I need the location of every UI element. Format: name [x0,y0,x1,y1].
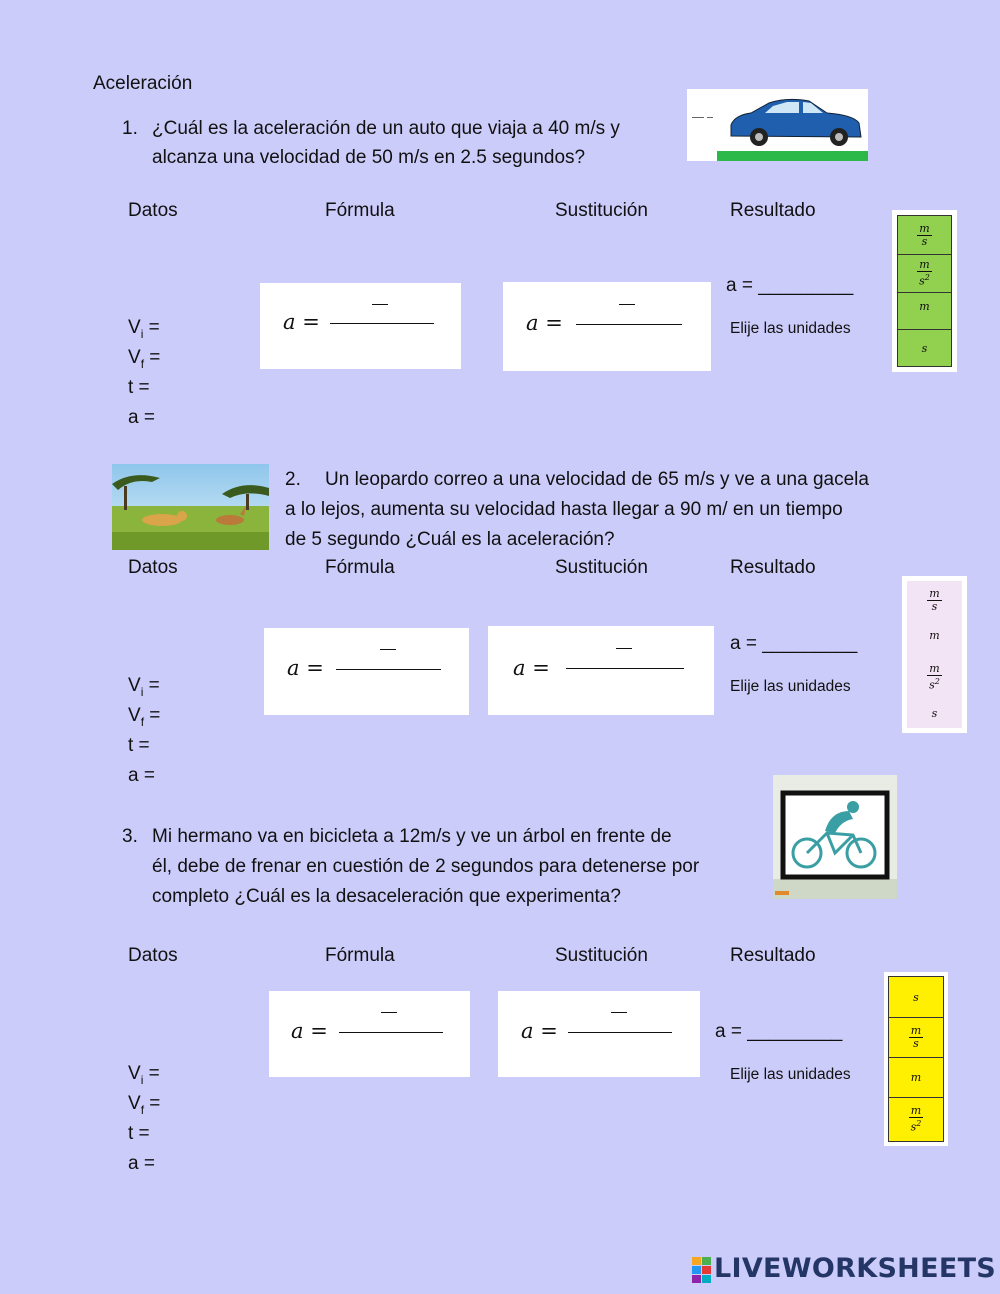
header-datos: Datos [128,557,178,578]
problem-2-line-3: de 5 segundo ¿Cuál es la aceleración? [285,529,615,550]
header-sustitucion: Sustitución [555,200,648,221]
datos-t-2: t = [128,735,150,756]
header-sustitucion: Sustitución [555,557,648,578]
unit-option[interactable]: $\frac{m}{s}$ [929,586,940,613]
logo-blocks-icon [692,1257,712,1285]
choose-units-3: Elije las unidades [730,1066,851,1083]
unit-option[interactable]: m [898,292,951,330]
page-title: Aceleración [93,73,193,94]
datos-vf-3: $V_f$ = [128,1093,161,1117]
header-formula: Fórmula [325,557,395,578]
problem-2-line-1: Un leopardo correo a una velocidad de 65 m/s y ve a una gacela [325,469,869,490]
problem-1-number: 1. [122,118,138,139]
datos-a-2: a = [128,765,155,786]
brand-name: LIVEWORKSHEETS [714,1253,997,1284]
problem-3-line-1: Mi hermano va en bicicleta a 12m/s y ve un árbol en frente de [152,826,672,847]
datos-vf-2: $V_f$ = [128,705,161,729]
header-resultado: Resultado [730,200,816,221]
result-line-3[interactable]: a = _________ [715,1021,843,1042]
formula-box-3[interactable]: a = [269,991,470,1077]
problem-3-line-2: él, debe de frenar en cuestión de 2 segundos para detenerse por [152,856,700,877]
unit-option[interactable]: $\frac{m}{s^2}$ [929,661,940,692]
header-formula: Fórmula [325,945,395,966]
datos-t-3: t = [128,1123,150,1144]
datos-a-3: a = [128,1153,155,1174]
formula-box-2[interactable]: a = [264,628,469,715]
units-selector-2 [902,576,967,733]
problem-3-line-3: completo ¿Cuál es la desaceleración que experimenta? [152,886,621,907]
unit-option[interactable]: $\frac{m}{s^2}$ [910,1103,922,1134]
header-resultado: Resultado [730,945,816,966]
cyclist-image [773,775,897,899]
datos-vf-1: $V_f$ = [128,347,161,371]
substitution-box-2[interactable]: a = [488,626,714,715]
header-formula: Fórmula [325,200,395,221]
unit-option[interactable]: s [921,341,928,355]
problem-3-number: 3. [122,826,138,847]
datos-vi-1: $V_i$ = [128,317,160,341]
substitution-box-3[interactable]: a = [498,991,700,1077]
leopard-gazelle-image [112,464,269,550]
unit-option[interactable]: s [931,706,938,720]
result-line-1[interactable]: a = _________ [726,275,854,296]
header-sustitucion: Sustitución [555,945,648,966]
problem-1-line-1: ¿Cuál es la aceleración de un auto que viaja a 40 m/s y [152,118,620,139]
car-image [687,89,868,161]
datos-vi-2: $V_i$ = [128,675,160,699]
header-datos: Datos [128,200,178,221]
problem-2-number: 2. [285,469,301,490]
substitution-box-1[interactable]: a = [503,282,711,371]
problem-2-line-2: a lo lejos, aumenta su velocidad hasta llegar a 90 m/ en un tiempo [285,499,843,520]
choose-units-1: Elije las unidades [730,320,851,337]
datos-t-1: t = [128,377,150,398]
formula-box-1[interactable]: a = [260,283,461,369]
unit-option[interactable]: $\frac{m}{s}$ [898,216,951,255]
unit-option[interactable]: m [889,1057,943,1098]
datos-vi-3: $V_i$ = [128,1063,160,1087]
unit-option[interactable]: s [889,977,943,1018]
problem-1-line-2: alcanza una velocidad de 50 m/s en 2.5 segundos? [152,147,586,168]
header-datos: Datos [128,945,178,966]
unit-option[interactable]: m [929,628,940,642]
datos-a-1: a = [128,407,155,428]
unit-option[interactable]: $\frac{m}{s^2}$ [898,254,951,293]
units-selector-1 [892,210,957,372]
result-line-2[interactable]: a = _________ [730,633,858,654]
header-resultado: Resultado [730,557,816,578]
choose-units-2: Elije las unidades [730,678,851,695]
units-selector-3 [884,972,948,1146]
unit-option[interactable]: $\frac{m}{s}$ [889,1017,943,1058]
